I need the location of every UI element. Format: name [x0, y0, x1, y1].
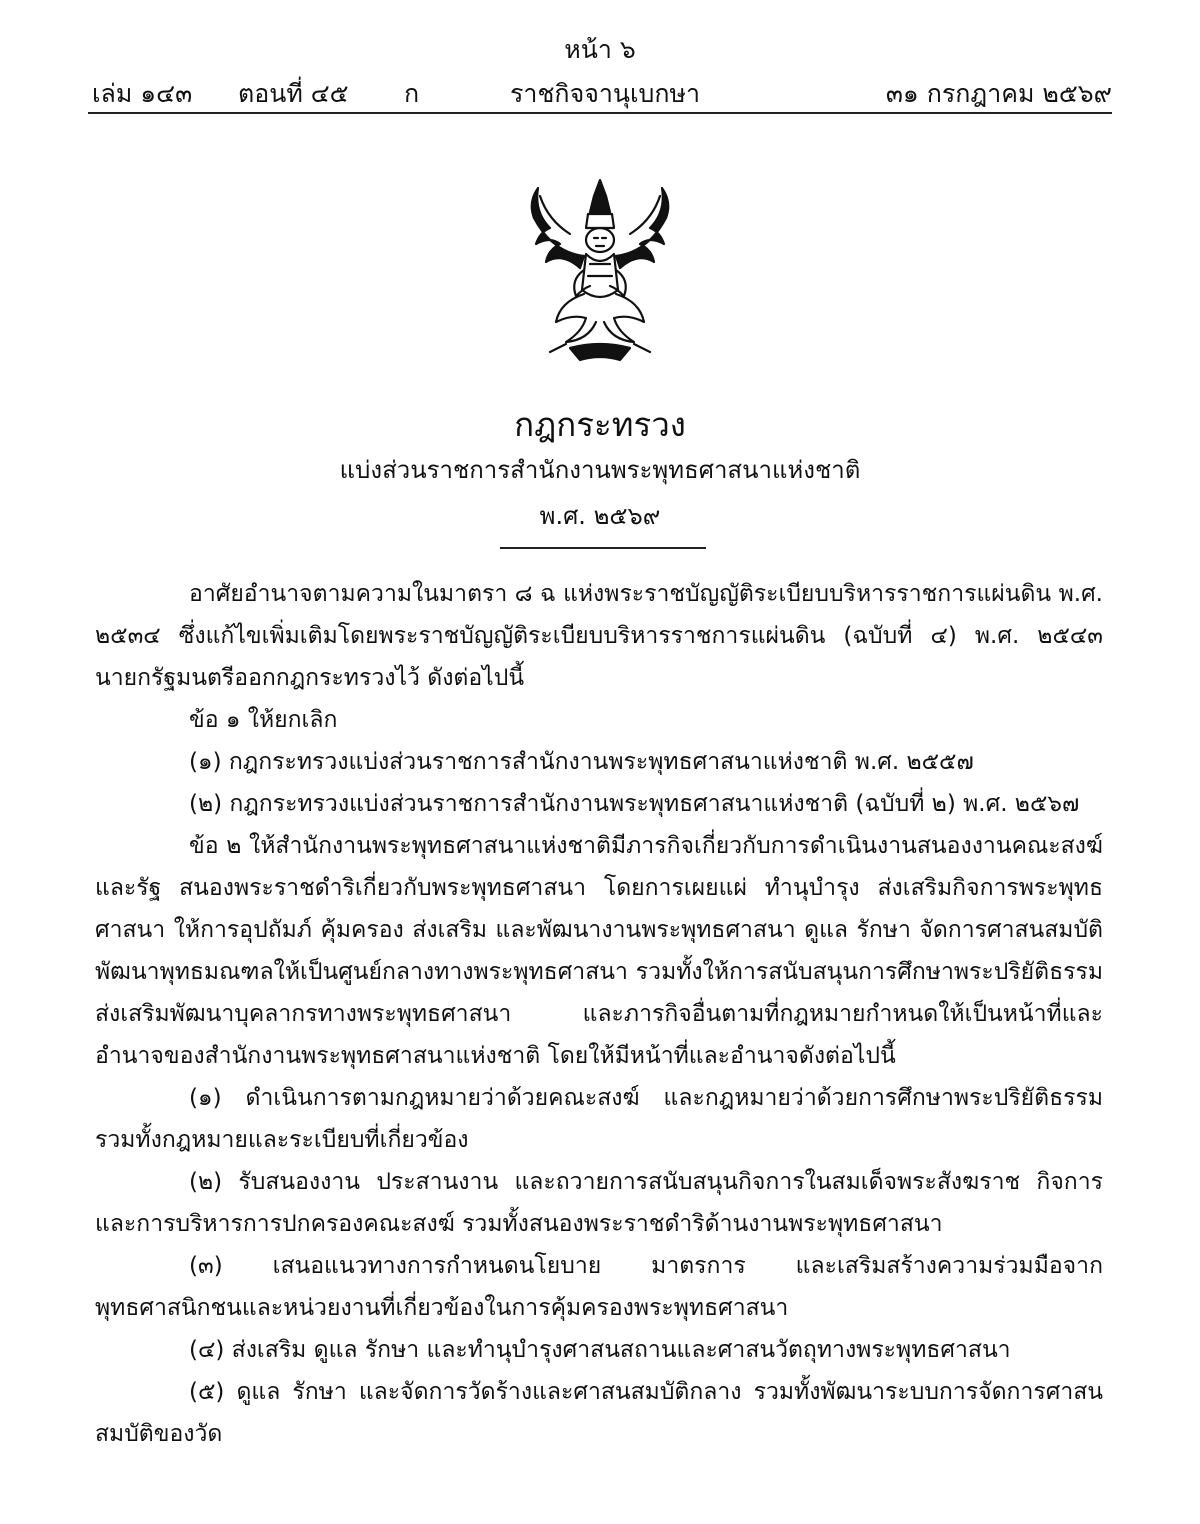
clause-1-item-2: (๒) กฎกระทรวงแบ่งส่วนราชการสำนักงานพระพุทธศาสนาแห่งชาติ (ฉบับที่ ๒) พ.ศ. ๒๕๖๗ [189, 791, 1080, 817]
clause-2-item-2: (๒) รับสนองงาน ประสานงาน และถวายการสนับสนุนกิจการในสมเด็จพระสังฆราช กิจการและการบริหารการปกครองคณะสงฆ์ รวมทั้งสนองพระราชดำริด้านงานพระพุทธศาสนา [95, 1169, 1103, 1237]
preamble-paragraph: อาศัยอำนาจตามความในมาตรา ๘ ฉ แห่งพระราชบัญญัติระเบียบบริหารราชการแผ่นดิน พ.ศ. ๒๕๓๔ ซึ่งแก้ไขเพิ่มเติมโดยพระราชบัญญัติระเบียบบริหารราชการแผ่นดิน (ฉบับที่ ๔) พ.ศ. ๒๕๔๓ นายกรัฐมนตรีออกกฎกระทรวงไว้ ดังต่อไปนี้ [95, 581, 1103, 691]
clause-2-item-3: (๓) เสนอแนวทางการกำหนดนโยบาย มาตรการ และเสริมสร้างความร่วมมือจากพุทธศาสนิกชนและหน่วยงานที่เกี่ยวข้องในการคุ้มครองพระพุทธศาสนา [95, 1253, 1103, 1321]
section-number: ตอนที่ ๔๕ [238, 79, 349, 108]
page-number: หน้า ๖ [564, 35, 636, 64]
clause-1: ข้อ ๑ ให้ยกเลิก [189, 707, 338, 733]
document-year: พ.ศ. ๒๕๖๙ [539, 502, 661, 530]
clause-1-item-1: (๑) กฎกระทรวงแบ่งส่วนราชการสำนักงานพระพุทธศาสนาแห่งชาติ พ.ศ. ๒๕๕๗ [189, 749, 974, 775]
clause-2-item-4: (๔) ส่งเสริม ดูแล รักษา และทำนุบำรุงศาสนสถานและศาสนวัตถุทางพระพุทธศาสนา [189, 1337, 1011, 1363]
clause-2: ข้อ ๒ ให้สำนักงานพระพุทธศาสนาแห่งชาติมีภารกิจเกี่ยวกับการดำเนินงานสนองงานคณะสงฆ์และรัฐ สนองพระราชดำริเกี่ยวกับพระพุทธศาสนา โดยการเผยแผ่ ทำนุบำรุง ส่งเสริมกิจการพระพุทธศาสนา ให้การอุปถัมภ์ คุ้มครอง ส่งเสริม และพัฒนางานพระพุทธศาสนา ดูแล รักษา จัดการศาสนสมบัติ พัฒนาพุทธมณฑลให้เป็นศูนย์กลางทางพระพุทธศาสนา รวมทั้งให้การสนับสนุนการศึกษาพระปริยัติธรรม ส่งเสริมพัฒนาบุคลากรทางพระพุทธศาสนา และภารกิจอื่นตามที่กฎหมายกำหนดให้เป็นหน้าที่และอำนาจของสำนักงานพระพุทธศาสนาแห่งชาติ โดยให้มีหน้าที่และอำนาจดังต่อไปนี้ [95, 833, 1103, 1069]
gazette-header [0, 74, 1200, 114]
publication-name: ราชกิจจานุเบกษา [510, 79, 701, 108]
title-divider [500, 547, 706, 549]
section-type: ก [404, 79, 420, 108]
clause-2-item-5: (๕) ดูแล รักษา และจัดการวัดร้างและศาสนสมบัติกลาง รวมทั้งพัฒนาระบบการจัดการศาสนสมบัติของวัด [95, 1379, 1103, 1447]
volume-number: เล่ม ๑๔๓ [92, 79, 193, 108]
header-divider [88, 112, 1112, 114]
publication-date: ๓๑ กรกฎาคม ๒๕๖๙ [885, 79, 1112, 108]
document-body [95, 573, 1103, 1455]
document-subtitle: แบ่งส่วนราชการสำนักงานพระพุทธศาสนาแห่งชาติ [339, 456, 861, 484]
clause-2-item-1: (๑) ดำเนินการตามกฎหมายว่าด้วยคณะสงฆ์ และกฎหมายว่าด้วยการศึกษาพระปริยัติธรรม รวมทั้งกฎหมายและระเบียบที่เกี่ยวข้อง [95, 1085, 1103, 1153]
document-title: กฎกระทรวง [514, 405, 686, 444]
garuda-emblem-icon [500, 172, 700, 372]
